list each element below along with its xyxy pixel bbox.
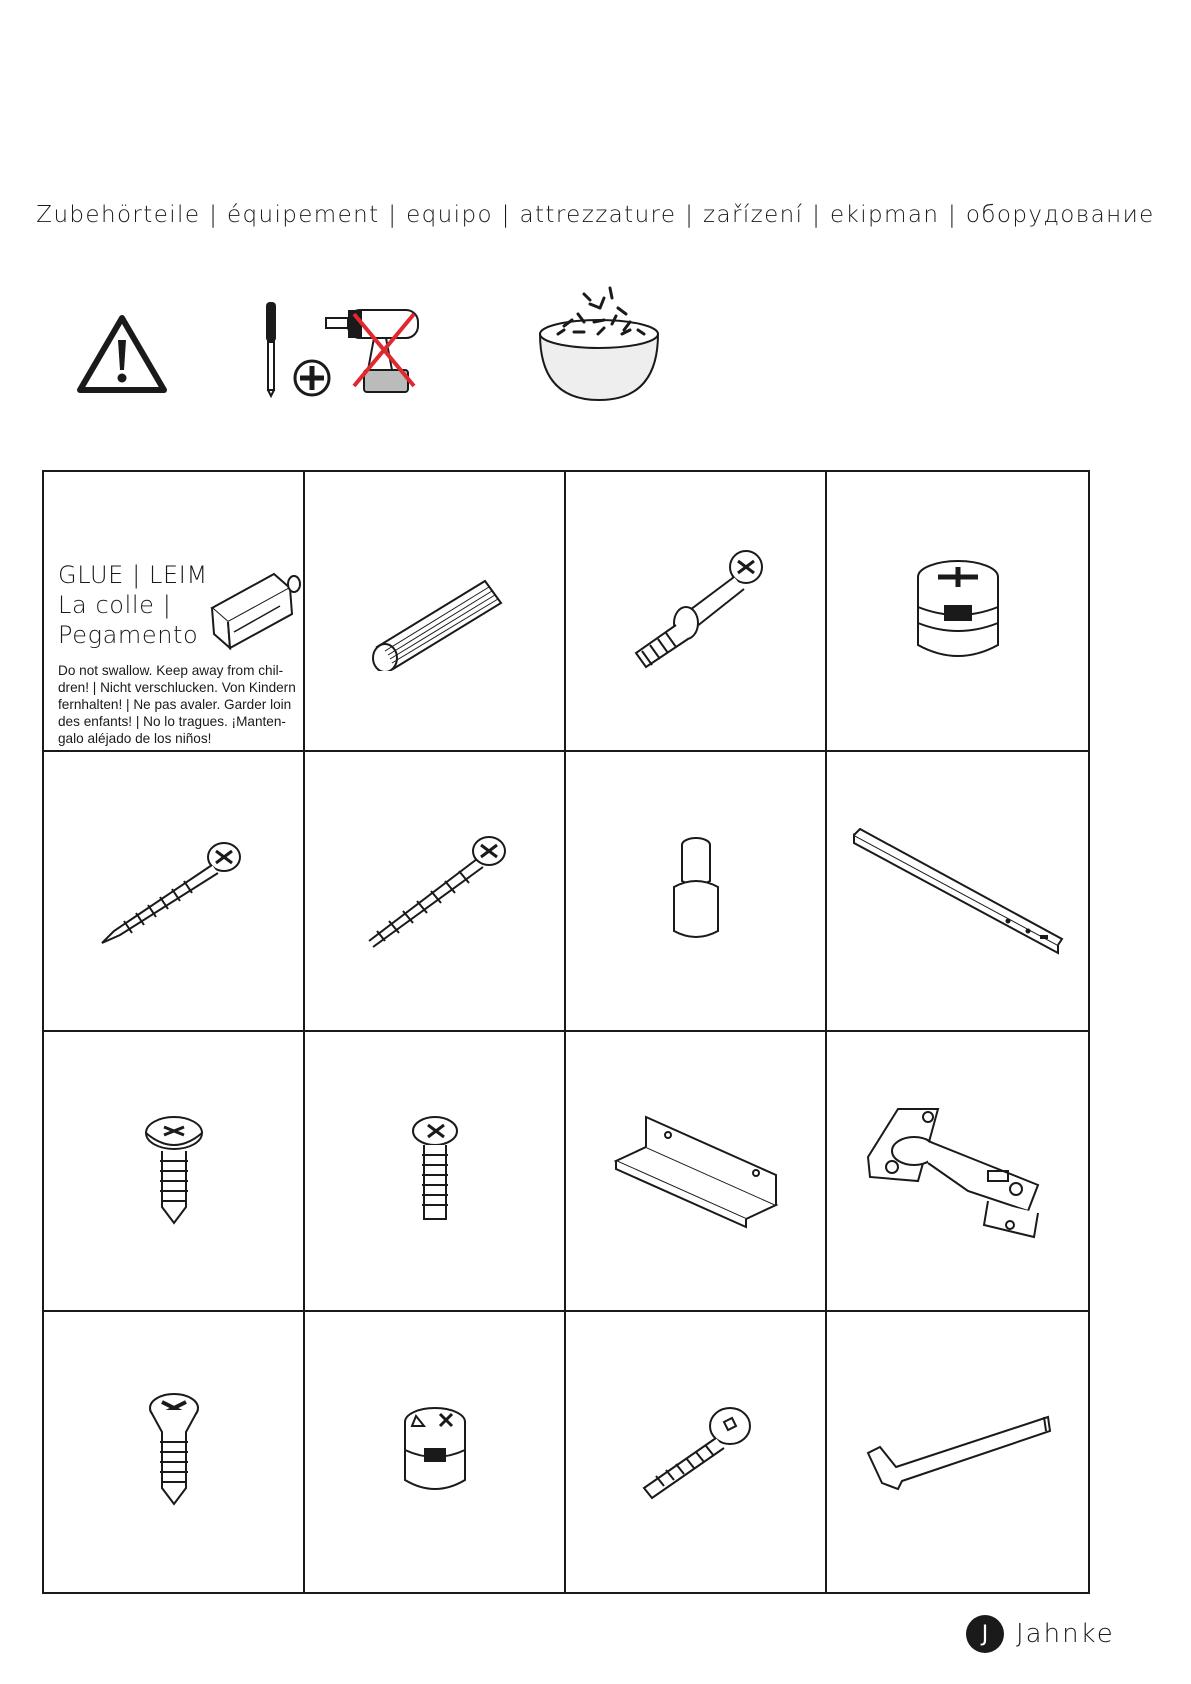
- cell-allen-key: [827, 1312, 1088, 1592]
- jahnke-logo: [966, 1615, 1115, 1653]
- cell-pan-head-screw-small: [305, 1032, 566, 1312]
- cell-wood-screw-long: [44, 752, 305, 1032]
- cell-metal-rail: [566, 1032, 827, 1312]
- warning-triangle-icon: [74, 312, 170, 396]
- cell-cam-lock-small: [305, 1312, 566, 1592]
- cell-allen-bolt: [566, 1312, 827, 1592]
- shelf-pin-icon: [656, 831, 736, 951]
- cell-shelf-pin: [566, 752, 827, 1032]
- cam-lock-icon: [898, 551, 1018, 671]
- allen-bolt-icon: [636, 1402, 756, 1502]
- parts-grid: [42, 470, 1090, 1594]
- glue-title-line-1: GLUE | LEIM: [58, 561, 208, 589]
- glue-title: [58, 560, 208, 650]
- wood-screw-long-icon: [94, 831, 254, 951]
- cam-lock-small-icon: [390, 1402, 480, 1502]
- metal-rail-icon: [606, 1111, 786, 1231]
- cell-pan-head-screw: [44, 1032, 305, 1312]
- cell-chipboard-screw: [305, 752, 566, 1032]
- metal-bar-icon: [848, 821, 1068, 961]
- screwdriver-no-drill-icon: [256, 298, 426, 398]
- cell-cam-lock: [827, 472, 1088, 752]
- jahnke-logo-mark: J: [966, 1615, 1004, 1653]
- cell-wooden-dowel: [305, 472, 566, 752]
- pan-head-screw-icon: [134, 1111, 214, 1231]
- hinge-icon: [858, 1101, 1058, 1241]
- wooden-dowel-icon: [355, 551, 515, 671]
- glue-bottle-icon: [204, 562, 304, 652]
- cell-glue: [44, 472, 305, 752]
- jahnke-logo-text: Jahnke: [1016, 1619, 1115, 1649]
- parts-bowl-icon: [534, 284, 664, 404]
- cam-bolt-icon: [616, 541, 776, 681]
- page-title: Zubehörteile | équipement | equipo | attrezzature | zařízení | ekipman | оборудование: [36, 202, 1155, 228]
- glue-warning-text: Do not swallow. Keep away from chil-dren! | Nicht verschlucken. Von Kindern fernhalten! | Ne pas avaler. Garder loin des enfants! | No lo tragues. ¡Manten-galo aléjado de los niños!: [58, 663, 296, 746]
- pan-head-screw-small-icon: [400, 1111, 470, 1231]
- cell-metal-bar: [827, 752, 1088, 1032]
- cell-hinge: [827, 1032, 1088, 1312]
- cell-cam-bolt: [566, 472, 827, 752]
- allen-key-icon: [858, 1407, 1058, 1497]
- glue-title-line-3: Pegamento: [58, 621, 199, 649]
- glue-title-line-2: La colle |: [58, 591, 172, 619]
- countersunk-screw-icon: [134, 1392, 214, 1512]
- chipboard-screw-icon: [355, 831, 515, 951]
- cell-countersunk-screw: [44, 1312, 305, 1592]
